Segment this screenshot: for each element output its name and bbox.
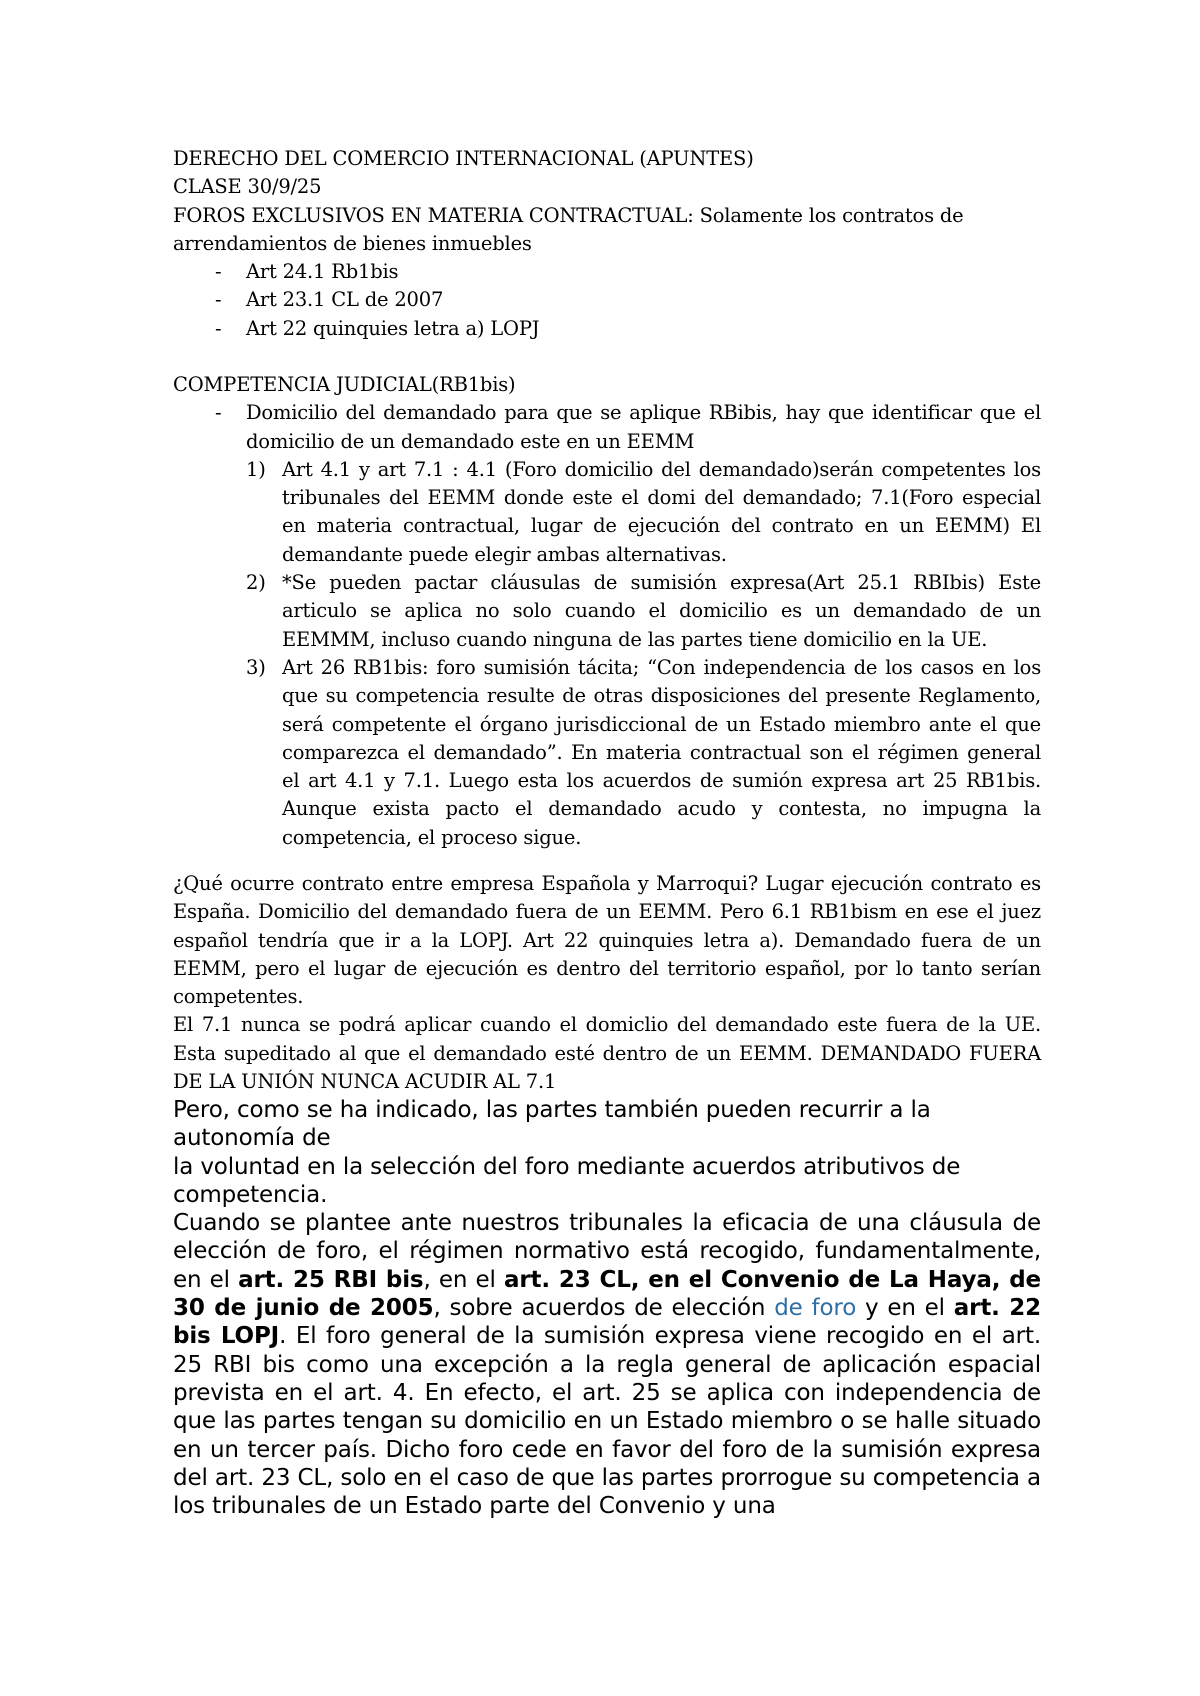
rule-paragraph: El 7.1 nunca se podrá aplicar cuando el domiclio del demandado este fuera de la UE. Esta supeditado al que el demandado esté dentro de un EEMM. DEMANDADO FUERA DE LA UNIÓN NUNCA ACUDIR AL 7.1 [173, 1013, 1041, 1094]
list-item [173, 399, 1041, 456]
list-item [173, 286, 1041, 314]
bold-reference: art. 25 RBI bis [238, 1266, 424, 1293]
numbered-item-text: *Se pueden pactar cláusulas de sumisión expresa(Art 25.1 RBIbis) Este articulo se aplica no solo cuando el domicilio es un demandado de un EEMMM, incluso cuando ninguna de las partes tiene domicilio en la UE. [282, 571, 1041, 651]
quote-line: competencia. [173, 1181, 328, 1208]
list-item-text: Art 24.1 Rb1bis [246, 260, 399, 284]
competencia-section [173, 371, 1041, 852]
document-header [173, 145, 1041, 343]
quote-line: autonomía de [173, 1125, 331, 1152]
foros-heading: FOROS EXCLUSIVOS EN MATERIA CONTRACTUAL: Solamente los contratos de arrendamientos de bienes inmuebles [173, 203, 964, 255]
bold-reference: art. 23 CL, en el Convenio de La Haya, de 30 de junio de 2005 [173, 1266, 1042, 1322]
dash-marker: - [215, 288, 222, 312]
list-item-text: Art 22 quinquies letra a) LOPJ [246, 316, 540, 340]
competencia-heading: COMPETENCIA JUDICIAL(RB1bis) [173, 373, 516, 396]
dash-marker: - [215, 401, 222, 425]
item-number: 1) [246, 457, 266, 481]
list-item [173, 258, 1041, 286]
quote-line: Pero, como se ha indicado, las partes también pueden recurrir a la [173, 1097, 931, 1123]
quoted-section [173, 1096, 1041, 1520]
numbered-item-text: Art 4.1 y art 7.1 : 4.1 (Foro domicilio del demandado)serán competentes los tribunales del EEMM donde este el domi del demandado; 7.1(Foro especial en materia contractual, lugar de ejecución del contrato en un EEMM) El demandante puede elegir ambas alternativas. [282, 457, 1041, 566]
numbered-item-3 [173, 654, 1041, 852]
dash-marker: - [215, 316, 222, 340]
item-number: 2) [246, 571, 266, 595]
quote-line: la voluntad en la selección del foro mediante acuerdos atributivos de [173, 1153, 961, 1180]
bold-reference: art. 22 bis LOPJ [173, 1295, 1042, 1350]
list-item-text: Domicilio del demandado para que se aplique RBibis, hay que identificar que el domicilio de un demandado este en un EEMM [246, 401, 1041, 453]
list-item [173, 315, 1041, 343]
item-number: 3) [246, 655, 266, 679]
numbered-item-2 [173, 569, 1041, 654]
quote-paragraph: Cuando se plantee ante nuestros tribunales la eficacia de una cláusula de elección de foro, el régimen normativo está recogido, fundamentalmente, en el art. 25 RBI bis, en el art. 23 CL, en el Convenio de La Haya, de 30 de junio de 2005, sobre acuerdos de elección de foro y en el art. 22 bis LOPJ. El foro general de la sumisión expresa viene recogido en el art. 25 RBI bis como una excepción a la regla general de aplicación espacial prevista en el art. 4. En efecto, el art. 25 se aplica con independencia de que las partes tengan su domicilio en un Estado miembro o se halle situado en un tercer país. Dicho foro cede en favor del foro de la sumisión expresa del art. 23 CL, solo en el caso de que las partes prorrogue su competencia a los tribunales de un Estado parte del Convenio y una [173, 1210, 1042, 1520]
class-date: CLASE 30/9/25 [173, 175, 322, 199]
case-paragraph: ¿Qué ocurre contrato entre empresa Española y Marroqui? Lugar ejecución contrato es España. Domicilio del demandado fuera de un EEMM. Pero 6.1 RB1bism en ese el juez español tendría que ir a la LOPJ. Art 22 quinquies letra a). Demandado fuera de un EEMM, pero el lugar de ejecución es dentro del territorio español, por lo tanto serían competentes. [173, 872, 1041, 1009]
document-title: DERECHO DEL COMERCIO INTERNACIONAL (APUNTES) [173, 147, 754, 170]
foro-link[interactable]: de foro [774, 1295, 857, 1322]
case-section [173, 870, 1041, 1096]
dash-marker: - [215, 260, 222, 284]
numbered-item-1 [173, 456, 1041, 569]
list-item-text: Art 23.1 CL de 2007 [246, 288, 444, 312]
numbered-item-text: Art 26 RB1bis: foro sumisión tácita; “Con independencia de los casos en los que su competencia resulte de otras disposiciones del presente Reglamento, será competente el órgano jurisdiccional de un Estado miembro ante el que comparezca el demandado”. En materia contractual son el régimen general el art 4.1 y 7.1. Luego esta los acuerdos de sumión expresa art 25 RB1bis. Aunque exista pacto el demandado acudo y contesta, no impugna la competencia, el proceso sigue. [282, 655, 1041, 849]
